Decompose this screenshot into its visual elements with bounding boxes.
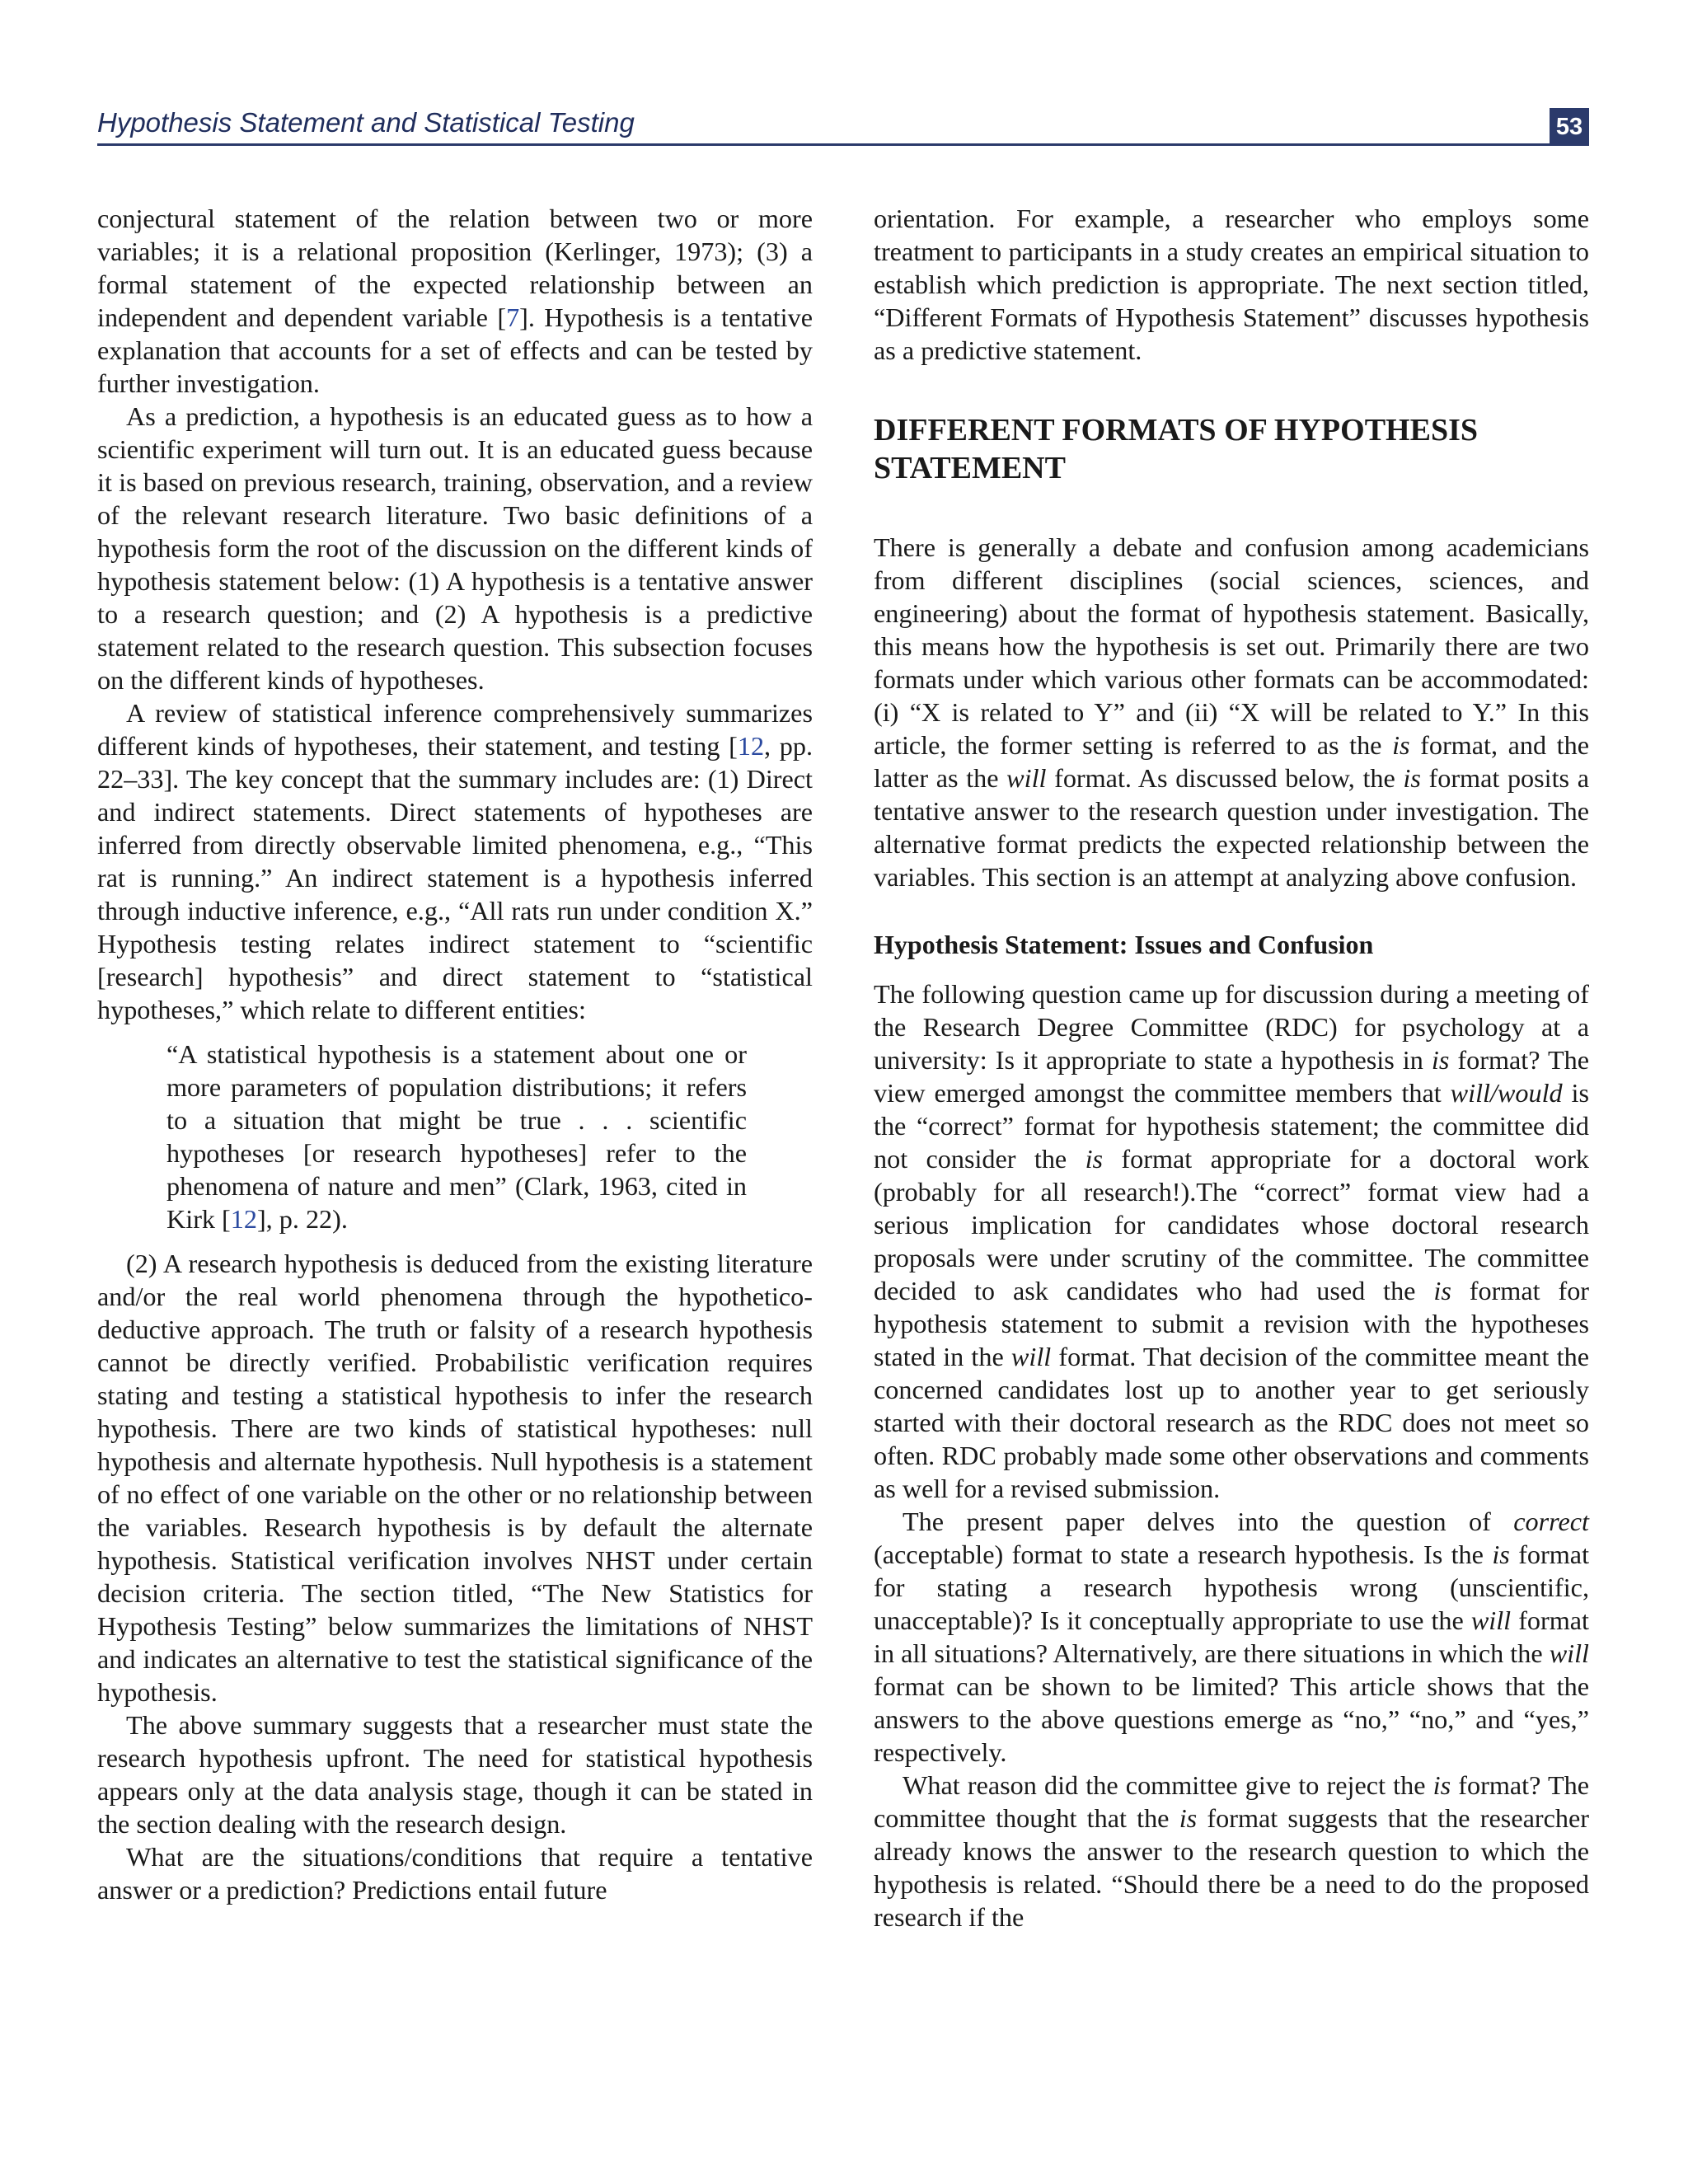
paragraph: conjectural statement of the relation between two or more variables; it is a relational proposition (Kerlinger, 1973); (3) a formal statement of the expected relationship between an independent and dependent variable [7]. Hypothesis is a tentative explanation that accounts for a set of effects and can be tested by further investigation. bbox=[97, 204, 814, 398]
citation-link[interactable]: 7 bbox=[506, 302, 520, 332]
block-quote: “A statistical hypothesis is a statement about one or more parameters of population distributions; it refers to a situation that might be true . . . scientific hypotheses [or research hypotheses] refer to the phenomena of nature and men” (Clark, 1963, cited in Kirk [12], p. 22). bbox=[166, 1039, 747, 1234]
running-title: Hypothesis Statement and Statistical Testing bbox=[97, 107, 635, 138]
page-number: 53 bbox=[1550, 108, 1589, 146]
paragraph: What are the situations/conditions that require a tentative answer or a prediction? Predictions entail future bbox=[97, 1842, 813, 1905]
citation-link[interactable]: 12 bbox=[737, 731, 765, 761]
paragraph: There is generally a debate and confusion among academicians from different disciplines (social sciences, sciences, and engineering) about the format of hypothesis statement. Basically, this means how the hypothesis is set out. Primarily there are two formats under which various other formats can be accommodated: (i) “X is related to Y” and (ii) “X will be related to Y.” In this article, the former setting is referred to as the is format, and the latter as the will format. As discussed below, the is format posits a tentative answer to the research question under investigation. The alternative format predicts the expected relationship between the variables. This section is an attempt at analyzing above confusion. bbox=[874, 532, 1589, 892]
running-header bbox=[97, 102, 1589, 146]
citation-link[interactable]: 12 bbox=[230, 1204, 257, 1234]
paragraph: The following question came up for discussion during a meeting of the Research Degree Committee (RDC) for psychology at a university: Is it appropriate to state a hypothesis in is format? The view emerged amongst the committee members that will/would is the “correct” format for hypothesis statement; the committee did not consider the is format appropriate for a doctoral work (probably for all research!).The “correct” format view had a serious implication for candidates whose doctoral research proposals were under scrutiny of the committee. The committee decided to ask candidates who had used the is format for hypothesis statement to submit a revision with the hypotheses stated in the will format. That decision of the committee meant the concerned candidates lost up to another year to get seriously started with their doctoral research as the RDC does not meet so often. RDC probably made some other observations and comments as well for a revised submission. bbox=[874, 979, 1590, 1503]
section-heading: DIFFERENT FORMATS OF HYPOTHESIS STATEMENT bbox=[874, 413, 1479, 485]
paragraph: (2) A research hypothesis is deduced from the existing literature and/or the real world phenomena through the hypothetico-deductive approach. The truth or falsity of a research hypothesis cannot be directly verified. Probabilistic verification requires stating and testing a statistical hypothesis to infer the research hypothesis. There are two kinds of statistical hypotheses: null hypothesis and alternate hypothesis. Null hypothesis is a statement of no effect of one variable on the other or no relationship between the variables. Research hypothesis is by default the alternate hypothesis. Statistical verification involves NHST under certain decision criteria. The section titled, “The New Statistics for Hypothesis Testing” below summarizes the limitations of NHST and indicates an alternative to test the statistical significance of the hypothesis. bbox=[97, 1249, 813, 1707]
paragraph: A review of statistical inference comprehensively summarizes different kinds of hypotheses, their statement, and testing [12, pp. 22–33]. The key concept that the summary includes are: (1) Direct and indirect statements. Direct statements of hypotheses are inferred from directly observable limited phenomena, e.g., “This rat is running.” An indirect statement is a hypothesis inferred through inductive inference, e.g., “All rats run under condition X.” Hypothesis testing relates indirect statement to “scientific [research] hypothesis” and direct statement to “statistical hypotheses,” which relate to different entities: bbox=[97, 698, 814, 1024]
paragraph: As a prediction, a hypothesis is an educated guess as to how a scientific experiment will turn out. It is an educated guess because it is based on previous research, training, observation, and a review of the relevant research literature. Two basic definitions of a hypothesis form the root of the discussion on the different kinds of hypothesis statement below: (1) A hypothesis is a tentative answer to a research question; and (2) A hypothesis is a predictive statement related to the research question. This subsection focuses on the different kinds of hypotheses. bbox=[97, 401, 813, 695]
right-column bbox=[874, 202, 1589, 1933]
paragraph: orientation. For example, a researcher who employs some treatment to participants in a study creates an empirical situation to establish which prediction is appropriate. The next section titled, “Different Formats of Hypothesis Statement” discusses hypothesis as a predictive statement. bbox=[874, 204, 1589, 365]
subsection-heading: Hypothesis Statement: Issues and Confusion bbox=[874, 930, 1374, 959]
paragraph: The above summary suggests that a researcher must state the research hypothesis upfront. The need for statistical hypothesis appears only at the data analysis stage, though it can be stated in the section dealing with the research design. bbox=[97, 1710, 813, 1839]
paragraph: The present paper delves into the question of correct (acceptable) format to state a research hypothesis. Is the is format for stating a research hypothesis wrong (unscientific, unacceptable)? Is it conceptually appropriate to use the will format in all situations? Alternatively, are there situations in which the will format can be shown to be limited? This article shows that the answers to the above questions emerge as “no,” “no,” and “yes,” respectively. bbox=[874, 1507, 1590, 1767]
paragraph: What reason did the committee give to reject the is format? The committee thought that the is format suggests that the researcher already knows the answer to the research question to which the hypothesis is related. “Should there be a need to do the proposed research if the bbox=[874, 1770, 1589, 1932]
left-column bbox=[97, 202, 813, 1906]
